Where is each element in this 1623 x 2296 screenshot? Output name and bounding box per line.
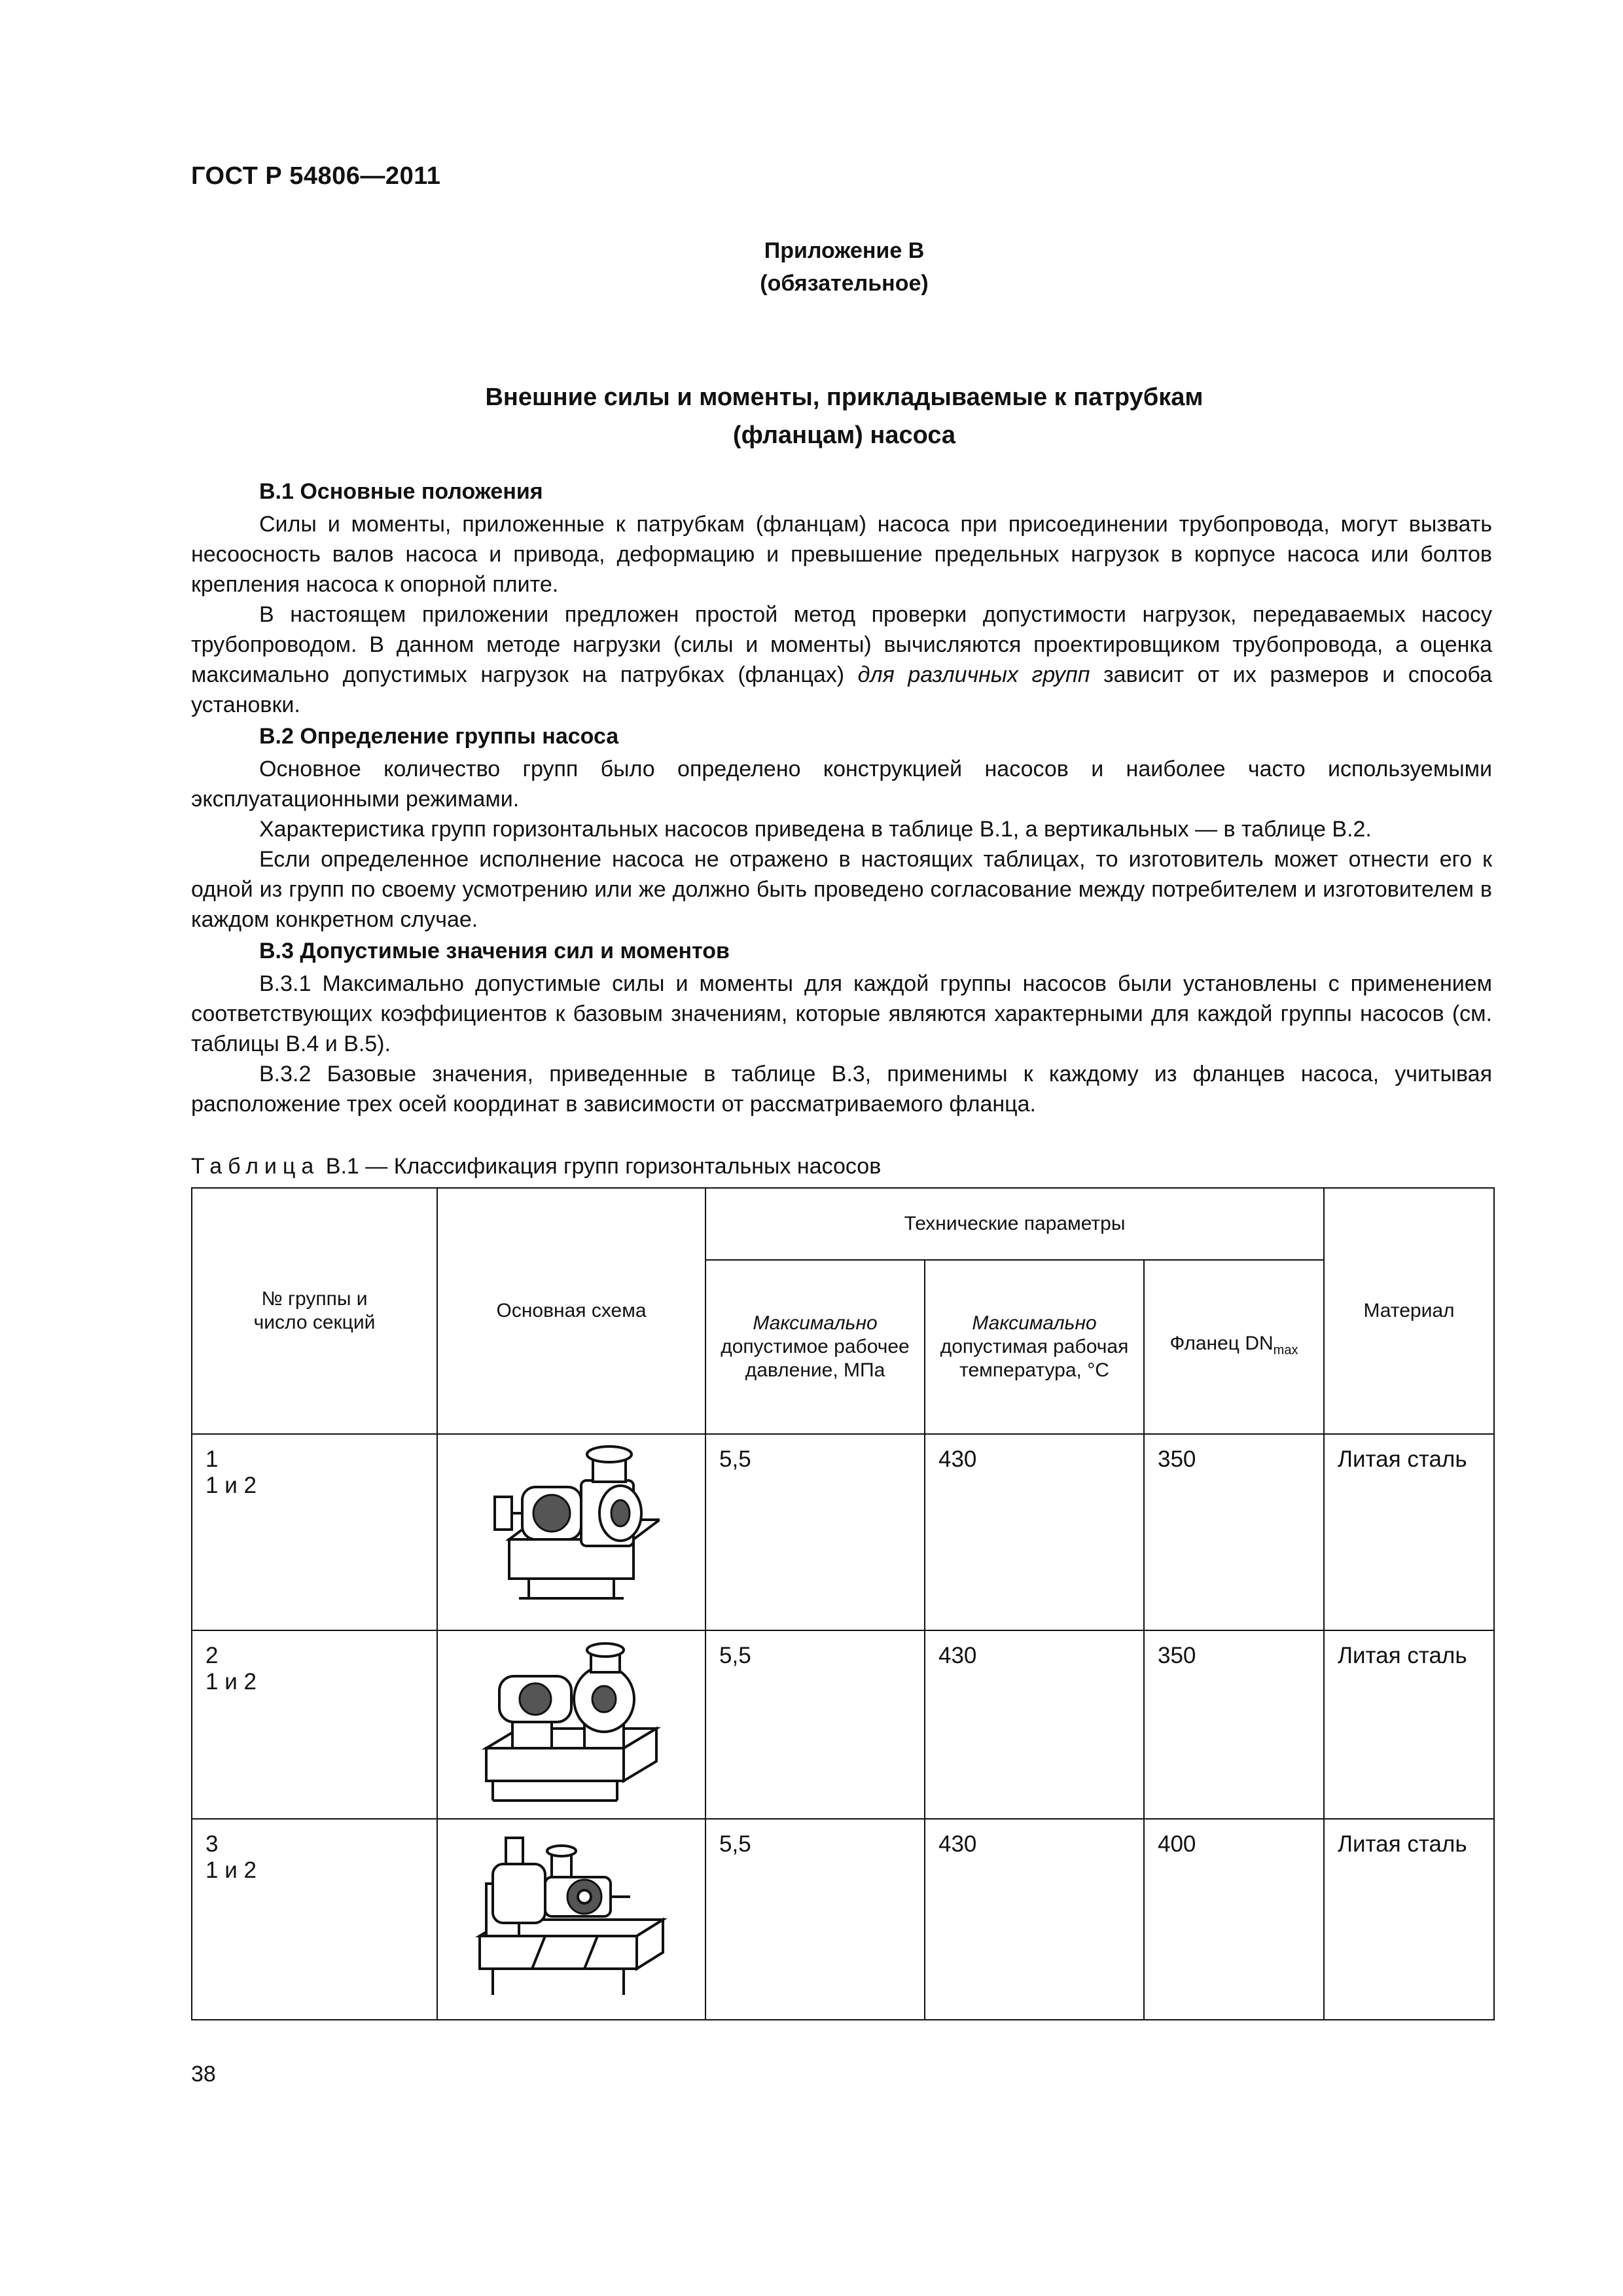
- paragraph: Если определенное исполнение насоса не отражено в настоящих таблицах, то изготовитель может отнести его к одной из групп по своему усмотрению или же должно быть проведено согласование между потребителем и изготовителем в каждом конкретном случае.: [191, 847, 1492, 932]
- table-caption-label: Таблица: [191, 1154, 320, 1179]
- document-id: ГОСТ Р 54806—2011: [191, 162, 441, 190]
- group-number: 2: [205, 1643, 219, 1668]
- pump-groups-table: [191, 1187, 1495, 2020]
- header-pressure: [705, 1260, 925, 1434]
- cell-pressure: 5,5: [705, 1434, 925, 1630]
- paragraph: [191, 600, 1492, 720]
- section-count: 1 и 2: [205, 1857, 257, 1883]
- cell-material: Литая сталь: [1324, 1630, 1494, 1819]
- header-group: № группы и число секций: [192, 1188, 437, 1434]
- page-title-line1: Внешние силы и моменты, прикладываемые к патрубкам: [485, 384, 1204, 411]
- header-pressure-italic: Максимально: [753, 1312, 878, 1334]
- cell-scheme: [437, 1434, 705, 1630]
- header-tech-params: Технические параметры: [705, 1188, 1324, 1260]
- group-number: 3: [205, 1831, 219, 1857]
- cell-temperature: 430: [925, 1434, 1144, 1630]
- body-text: [191, 476, 1492, 1119]
- cell-material: Литая сталь: [1324, 1819, 1494, 2020]
- pump-drawing-icon: [483, 1441, 660, 1618]
- cell-group: [192, 1630, 437, 1819]
- section-count: 1 и 2: [205, 1669, 257, 1695]
- appendix-label: [654, 234, 1034, 300]
- header-scheme: Основная схема: [437, 1188, 705, 1434]
- header-flange: [1144, 1260, 1324, 1434]
- header-pressure-rest: допустимое рабочее давление, МПа: [721, 1336, 910, 1381]
- header-temperature-italic: Максимально: [972, 1312, 1097, 1334]
- table-caption-text: В.1 — Классификация групп горизонтальных насосов: [325, 1154, 882, 1179]
- table-row: [192, 1434, 1494, 1630]
- page-title: [366, 378, 1322, 454]
- paragraph: В.3.2 Базовые значения, приведенные в таблице В.3, применимы к каждому из фланцев насоса, учитывая расположение трех осей координат в зависимости от рассматриваемого фланца.: [191, 1062, 1492, 1117]
- pump-drawing-icon: [473, 1637, 669, 1807]
- table-row: [192, 1819, 1494, 2020]
- cell-flange: 400: [1144, 1819, 1324, 2020]
- header-temperature: [925, 1260, 1144, 1434]
- page-number: 38: [191, 2062, 216, 2087]
- cell-scheme: [437, 1819, 705, 2020]
- paragraph: Основное количество групп было определено конструкцией насосов и наиболее часто используемыми эксплуатационными режимами.: [191, 757, 1492, 812]
- cell-temperature: 430: [925, 1630, 1144, 1819]
- paragraph: Силы и моменты, приложенные к патрубкам (фланцам) насоса при присоединении трубопровода, могут вызвать несоосность валов насоса и привода, деформацию и превышение предельных нагрузок в корпусе насоса или болтов крепления насоса к опорной плите.: [191, 512, 1492, 597]
- page-title-line2: (фланцам) насоса: [732, 422, 956, 449]
- cell-flange: 350: [1144, 1630, 1324, 1819]
- section-count: 1 и 2: [205, 1473, 257, 1498]
- section-heading-b2: В.2 Определение группы насоса: [259, 724, 619, 749]
- cell-temperature: 430: [925, 1819, 1144, 2020]
- paragraph: Характеристика групп горизонтальных насосов приведена в таблице В.1, а вертикальных — в таблице В.2.: [259, 817, 1372, 842]
- text-run: зависит от их размеров и способа установки.: [191, 662, 1492, 717]
- cell-pressure: 5,5: [705, 1819, 925, 2020]
- cell-scheme: [437, 1630, 705, 1819]
- cell-flange: 350: [1144, 1434, 1324, 1630]
- paragraph: В.3.1 Максимально допустимые силы и моменты для каждой группы насосов были установлены с применением соответствующих коэффициентов к базовым значениям, которые являются характерными для каждой группы насосов (см. таблицы В.4 и В.5).: [191, 971, 1492, 1056]
- pump-drawing-icon: [467, 1825, 676, 2008]
- table-row: [192, 1630, 1494, 1819]
- italic-text: для различных групп: [857, 662, 1090, 687]
- section-heading-b3: В.3 Допустимые значения сил и моментов: [259, 939, 730, 963]
- cell-group: [192, 1434, 437, 1630]
- header-temperature-rest: допустимая рабочая температура, °C: [940, 1336, 1129, 1381]
- header-flange-text: Фланец DN: [1169, 1333, 1274, 1354]
- group-number: 1: [205, 1446, 219, 1472]
- section-heading-b1: В.1 Основные положения: [259, 479, 543, 504]
- cell-group: [192, 1819, 437, 2020]
- text-run: В настоящем приложении предложен простой метод проверки допустимости нагрузок, передаваемых насосу трубопроводом. В данном методе нагрузки (силы и моменты) вычисляются проектировщиком трубопровода, а оценка максимально допустимых нагрузок на патрубках (фланцах): [191, 602, 1492, 687]
- table-caption: [191, 1152, 881, 1181]
- appendix-title: Приложение В: [764, 238, 925, 263]
- cell-pressure: 5,5: [705, 1630, 925, 1819]
- header-material: Материал: [1324, 1188, 1494, 1434]
- cell-material: Литая сталь: [1324, 1434, 1494, 1630]
- appendix-status: (обязательное): [760, 271, 929, 296]
- header-flange-sub: max: [1273, 1343, 1298, 1357]
